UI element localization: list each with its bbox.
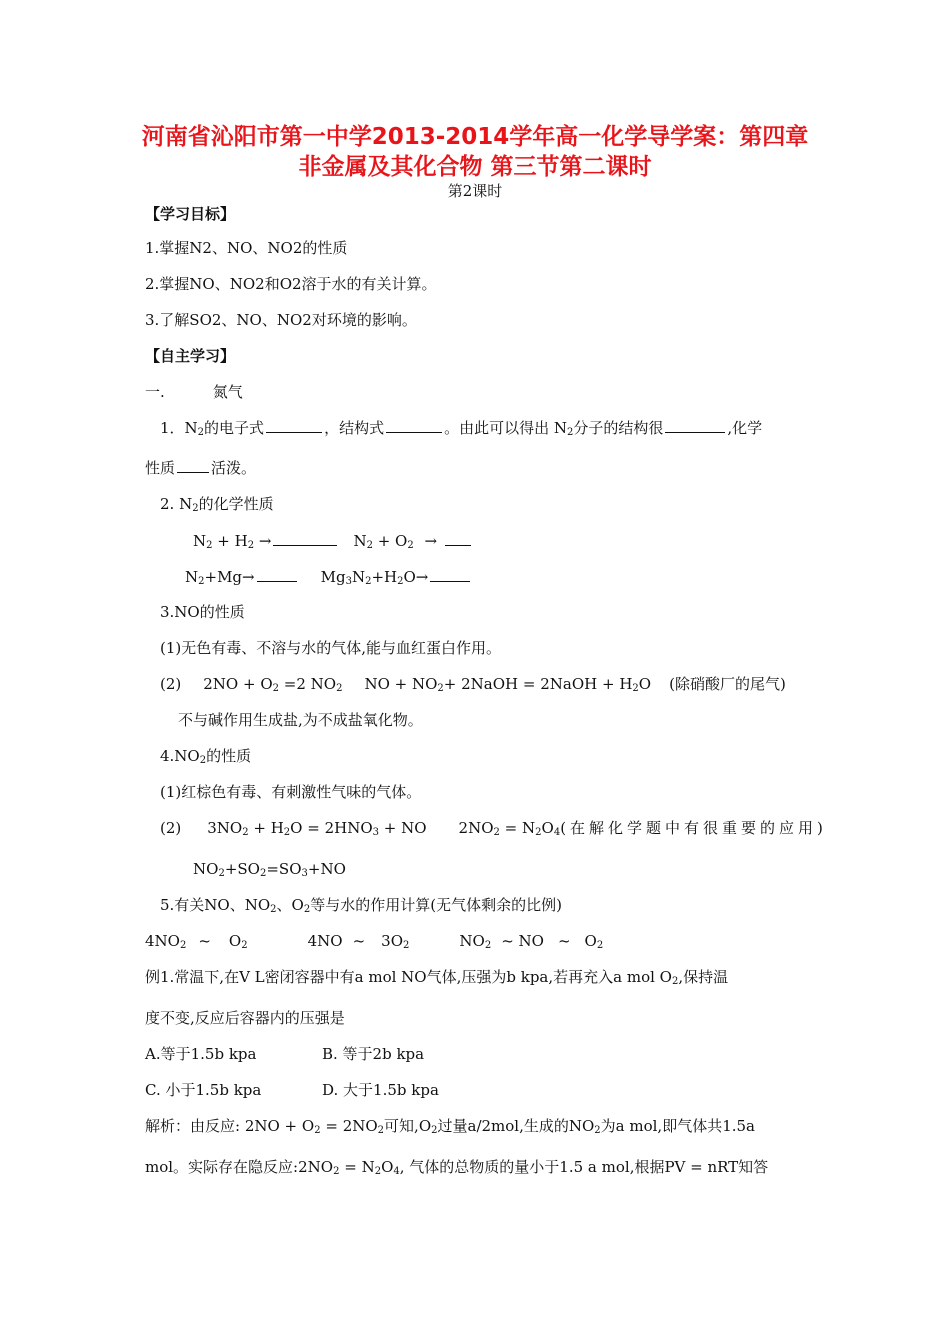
q5-ratios: $4NO_2$ ~ $O_2$ 4NO ~ $3O_2$ $NO_2$ ~ NO ~ $O_2$ xyxy=(145,932,604,951)
q3-p2: (2) $2NO + O_2 =2$ $NO_2$ NO + $NO_2+$ 2NaOH = 2NaOH + $H_2O$ (除硝酸厂的尾气) xyxy=(160,675,786,694)
section1-heading xyxy=(145,382,243,402)
q1-line2: 性质 活泼。 xyxy=(145,459,257,477)
answer-blank[interactable] xyxy=(386,418,442,433)
answer-blank[interactable] xyxy=(273,531,337,546)
q2-equations-row1: $N_2 + H_2 \to N_2 + O_2$ → xyxy=(193,531,473,556)
example1-analysis-line1: 解析：由反应: $2NO + O_2 = 2NO_2$可知$,O_2$过量a/2mol,生成的$NO_2$为a mol,即气体共1.5a xyxy=(145,1117,756,1136)
answer-blank[interactable] xyxy=(177,458,209,473)
q4-title: $4.NO_2$的性质 xyxy=(160,747,252,766)
answer-blank[interactable] xyxy=(257,567,297,582)
document-title-line2: 非金属及其化合物 第三节第二课时 xyxy=(298,154,652,180)
q4-p2: (2) $3NO_2 + H_2O = 2HNO_3$ + NO $2NO_2 = N_2O_4$(在解化学题中有很重要的应用) xyxy=(160,819,827,838)
q4-p3: $NO_2+SO_2=SO_3+NO$ xyxy=(193,860,346,879)
goal-item-2: 2.掌握NO、NO2和O2溶于水的有关计算。 xyxy=(145,275,437,293)
goal-item-1: 1.掌握N2、NO、NO2的性质 xyxy=(145,239,348,257)
example1-option-a: A.等于1.5b kpa xyxy=(145,1045,257,1063)
example1-option-c: C. 小于1.5b kpa xyxy=(145,1081,262,1099)
example1-option-d: D. 大于1.5b kpa xyxy=(322,1081,439,1099)
section1-number: 一. xyxy=(145,383,165,401)
goals-heading: 【学习目标】 xyxy=(145,205,236,223)
q3-p1: (1)无色有毒、不溶与水的气体,能与血红蛋白作用。 xyxy=(160,639,502,657)
goal-item-3: 3.了解SO2、NO、NO2对环境的影响。 xyxy=(145,311,417,329)
q3-p3: 不与碱作用生成盐,为不成盐氧化物。 xyxy=(178,711,423,729)
answer-blank[interactable] xyxy=(665,418,725,433)
document-title-line1: 河南省沁阳市第一中学2013-2014学年高一化学导学案：第四章 xyxy=(141,124,809,150)
document-subtitle: 第2课时 xyxy=(447,182,503,200)
self-study-heading: 【自主学习】 xyxy=(145,347,236,365)
q4-p1: (1)红棕色有毒、有刺激性气味的气体。 xyxy=(160,783,422,801)
q2-title: 2. $N_2$的化学性质 xyxy=(160,495,274,514)
example1-option-b: B. 等于2b kpa xyxy=(322,1045,425,1063)
q1-line1: 1．$N_2$的电子式 ，结构式 。由此可以得出 $N_2$分子的结构很 ,化学 xyxy=(160,419,763,438)
answer-blank[interactable] xyxy=(430,567,470,582)
example1-stem-line1: 例1.常温下,在V L密闭容器中有a mol NO气体,压强为b kpa,若再充入a mol $O_2$,保持温 xyxy=(145,968,729,987)
answer-blank[interactable] xyxy=(266,418,322,433)
q3-title: 3.NO的性质 xyxy=(160,603,245,621)
q2-equations-row2: $N_2+Mg\to Mg_3N_2+H_2O\to$ xyxy=(185,567,472,592)
answer-blank[interactable] xyxy=(445,531,471,546)
example1-analysis-line2: mol。实际存在隐反应$:2NO_2 = N_2O_4$, 气体的总物质的量小于1.5 a mol,根据PV = nRT知答 xyxy=(145,1158,769,1177)
section1-name: 氮气 xyxy=(212,383,243,401)
example1-stem-line2: 度不变,反应后容器内的压强是 xyxy=(145,1009,345,1027)
q5-title: 5.有关NO、$NO_2$、$O_2$等与水的作用计算(无气体剩余的比例) xyxy=(160,896,562,915)
